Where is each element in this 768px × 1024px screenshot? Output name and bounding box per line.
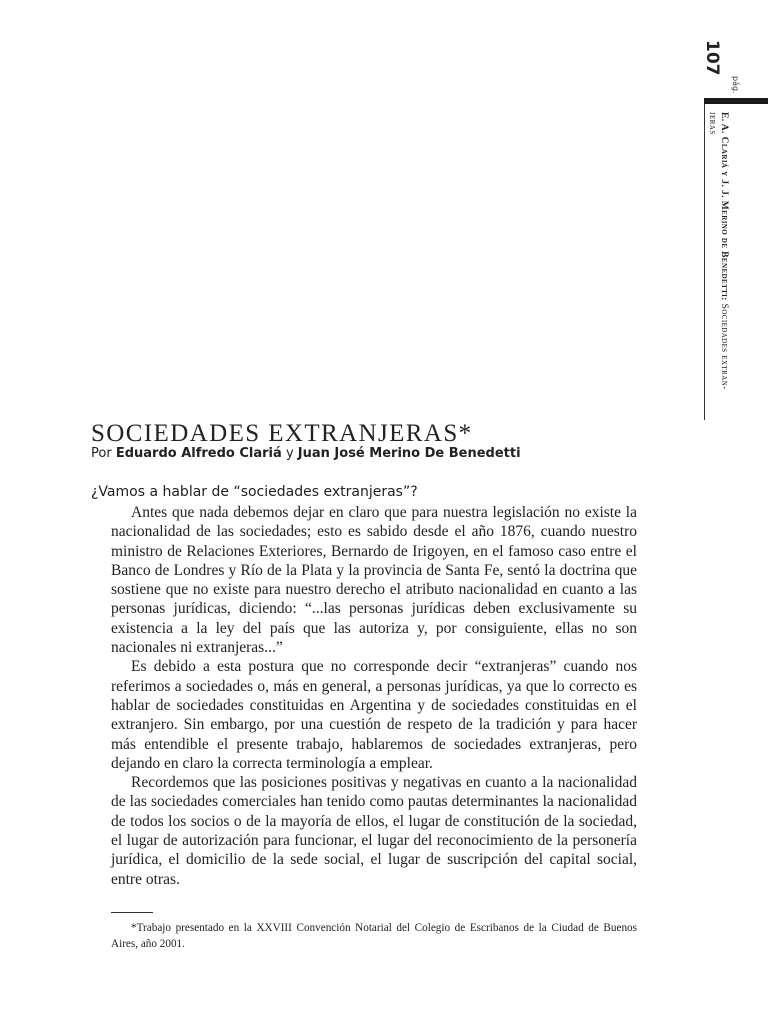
page-label: pág. [731, 76, 740, 94]
page-number: 107 [702, 40, 722, 76]
author-1: Eduardo Alfredo Clariá [115, 446, 282, 461]
byline [91, 446, 521, 461]
article-body [111, 503, 637, 889]
running-header-authors: E. A. Clariá y J. J. Merino de Benedetti: [719, 112, 729, 301]
header-rule [704, 98, 768, 104]
footnote-rule [111, 912, 153, 913]
side-rule [704, 104, 705, 420]
running-header [706, 112, 730, 412]
byline-join: y [285, 446, 294, 461]
body-paragraph: Es debido a esta postura que no corresponde decir “extranjeras” cuando nos referimos a sociedades o, más en general, a personas jurídicas, ya que lo correcto es hablar de sociedades constituidas en Argentina y de sociedades constituidas en el extranjero. Sin embargo, por una cuestión de respeto de la tradición y para hacer más entendible el presente trabajo, hablaremos de sociedades extranjeras, pero dejando en claro la correcta terminología a emplear. [111, 658, 637, 772]
article-title: SOCIEDADES EXTRANJERAS* [91, 420, 473, 447]
author-2: Juan José Merino De Benedetti [297, 446, 521, 461]
running-header-title: Sociedades extran-jeras [707, 112, 729, 390]
body-paragraph: Recordemos que las posiciones positivas y negativas en cuanto a la nacionalidad de las sociedades comerciales han tenido como pautas determinantes la nacionalidad de todos los socios o de la mayoría de ellos, el lugar de constitución de la sociedad, el lugar de autorización para funcionar, el lugar del reconocimiento de la personería jurídica, el domicilio de la sede social, el lugar de suscripción del capital social, entre otras. [111, 774, 637, 888]
body-paragraph: Antes que nada debemos dejar en claro que para nuestra legislación no existe la nacionalidad de las sociedades; esto es sabido desde el año 1876, cuando nuestro ministro de Relaciones Exteriores, Bernardo de Irigoyen, en el famoso caso entre el Banco de Londres y Río de la Plata y la provincia de Santa Fe, sentó la doctrina que sostiene que no existe para nuestro derecho el atributo nacionalidad en cuanto a las personas jurídicas, diciendo: “...las personas jurídicas deben exclusivamente su existencia a la ley del país que las autoriza y, por consiguiente, ellas no son nacionales ni extranjeras...” [111, 504, 637, 657]
footnote-text: *Trabajo presentado en la XXVIII Convención Notarial del Colegio de Escribanos de la Ciudad de Buenos Aires, año 2001. [111, 922, 637, 950]
footnote [111, 920, 637, 952]
byline-prefix: Por [91, 446, 112, 461]
section-heading: ¿Vamos a hablar de “sociedades extranjeras”? [91, 484, 418, 500]
